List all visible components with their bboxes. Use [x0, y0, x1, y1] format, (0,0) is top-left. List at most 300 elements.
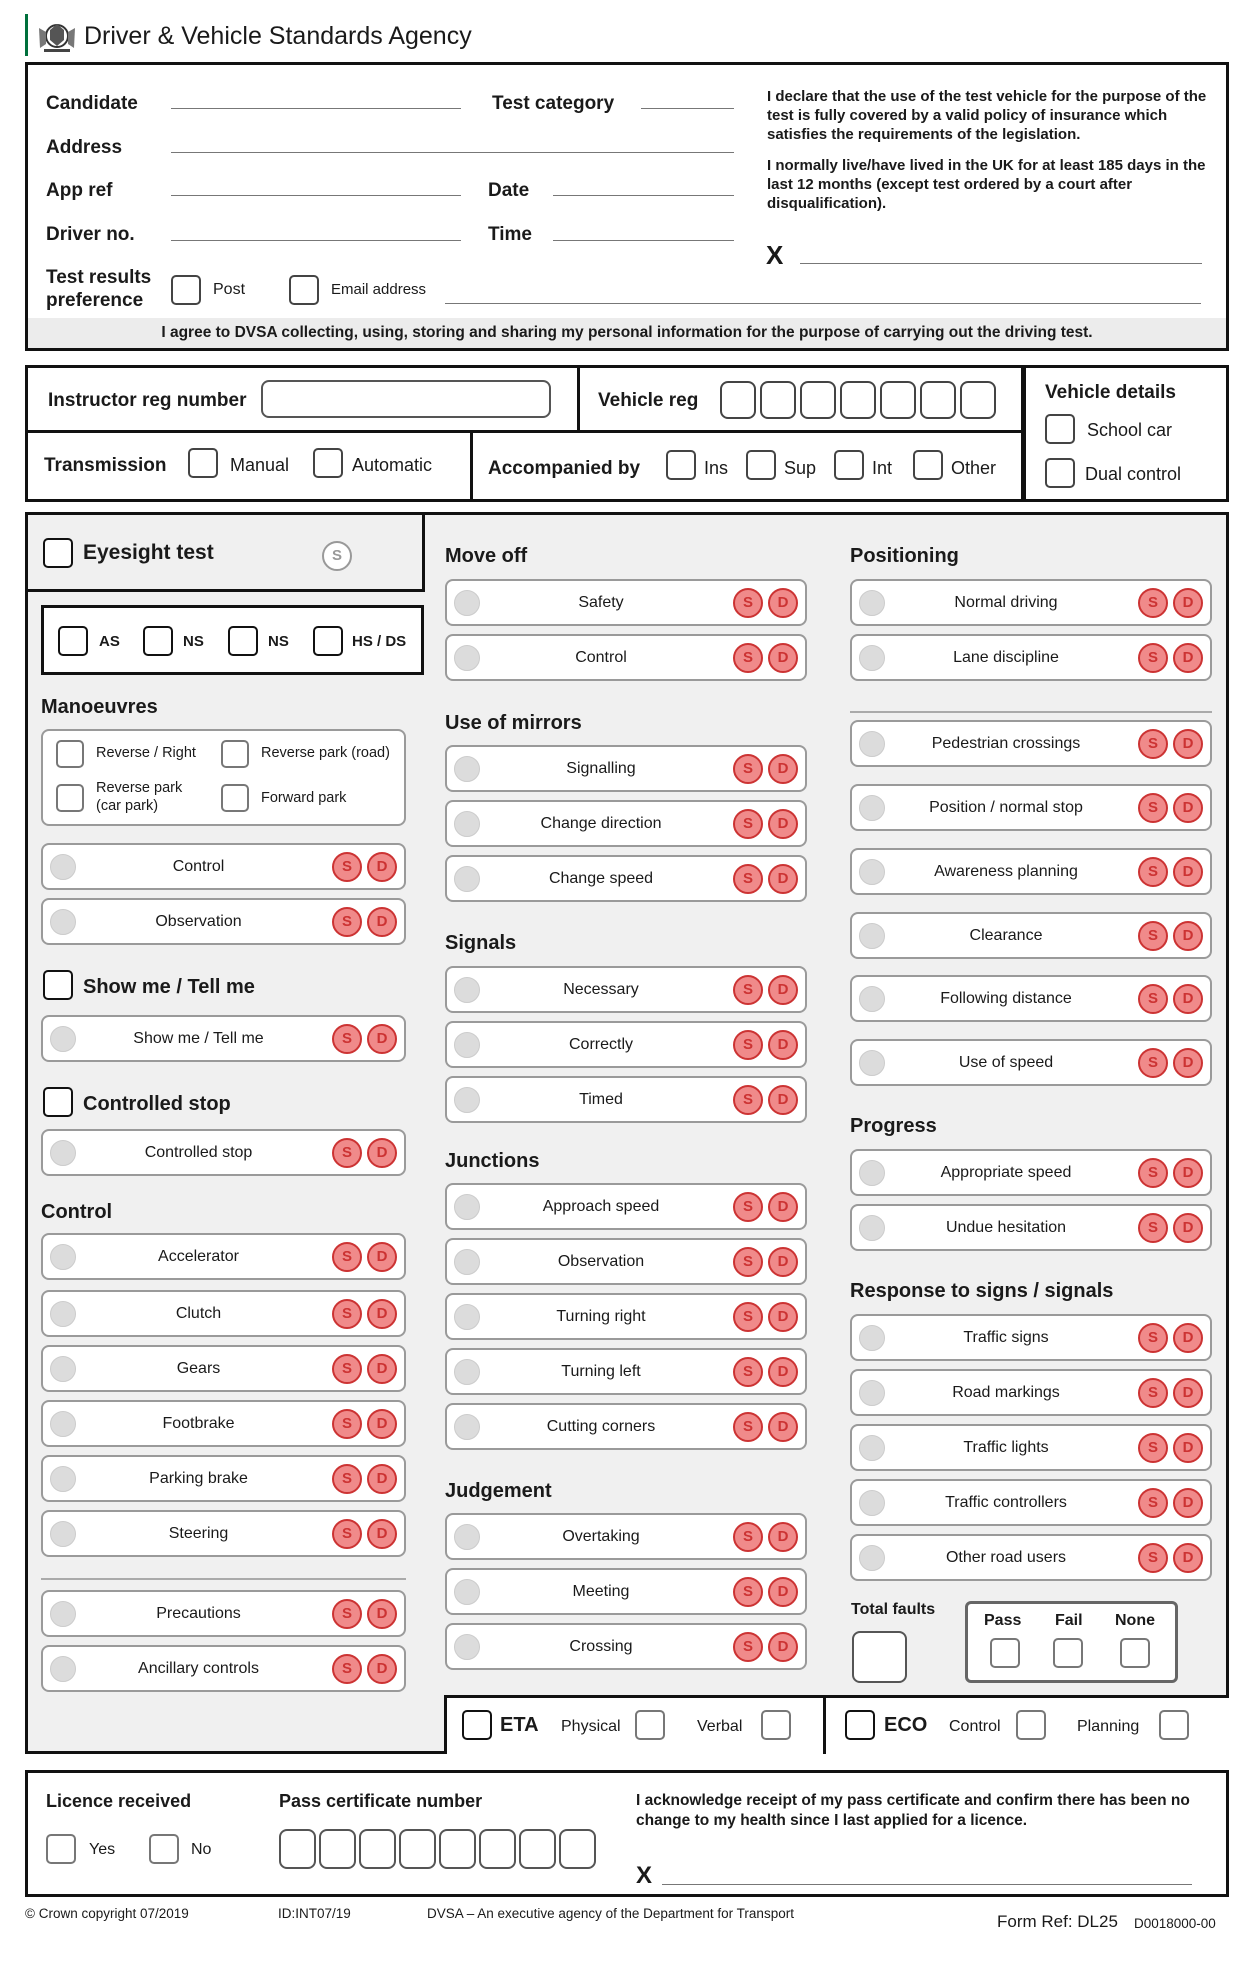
- fault-row: [41, 1455, 406, 1502]
- fault-row-label: Overtaking: [562, 1528, 640, 1545]
- fault-row: [41, 1400, 406, 1447]
- verbal-checkbox[interactable]: [761, 1710, 791, 1740]
- serious-fault-button[interactable]: S: [332, 1354, 362, 1384]
- fault-row-label: Change speed: [548, 870, 654, 887]
- fault-row-label: Control: [172, 858, 225, 875]
- fault-row: [850, 1424, 1212, 1471]
- dangerous-fault-button[interactable]: D: [1173, 1158, 1203, 1188]
- serious-fault-button[interactable]: S: [1138, 643, 1168, 673]
- ins-label: Ins: [704, 458, 729, 478]
- dangerous-fault-button[interactable]: D: [1173, 1048, 1203, 1078]
- serious-fault-button[interactable]: S: [733, 1357, 763, 1387]
- serious-fault-button[interactable]: S: [1138, 1433, 1168, 1463]
- accompanied-by-label: Accompanied by: [488, 458, 641, 479]
- fault-row-label: Road markings: [952, 1384, 1060, 1401]
- vehicle-divider-v1: [577, 368, 580, 432]
- serious-fault-button[interactable]: S: [1138, 857, 1168, 887]
- driver-no-label: Driver no.: [46, 224, 135, 245]
- fault-row-label: Show me / Tell me: [133, 1030, 264, 1047]
- fault-row: [445, 966, 807, 1013]
- dangerous-fault-button[interactable]: D: [768, 588, 798, 618]
- serious-fault-button[interactable]: S: [332, 1024, 362, 1054]
- fault-row: [445, 1183, 807, 1230]
- serious-fault-button[interactable]: S: [733, 1577, 763, 1607]
- fail-label: Fail: [1055, 1612, 1083, 1629]
- dangerous-fault-button[interactable]: D: [1173, 1433, 1203, 1463]
- licence-received-label: Licence received: [46, 1791, 192, 1811]
- fault-row: [41, 1590, 406, 1637]
- positioning-heading: Positioning: [850, 545, 959, 567]
- transmission-label: Transmission: [44, 455, 167, 476]
- fault-row-label: Traffic lights: [963, 1439, 1049, 1456]
- serious-fault-button[interactable]: S: [733, 864, 763, 894]
- fault-row: [850, 1369, 1212, 1416]
- pass-cert-char-7[interactable]: [519, 1829, 556, 1869]
- eyesight-label: Eyesight test: [83, 541, 214, 564]
- dangerous-fault-button[interactable]: D: [367, 1299, 397, 1329]
- dangerous-fault-button[interactable]: D: [367, 852, 397, 882]
- post-checkbox[interactable]: [171, 275, 201, 305]
- fault-row: [445, 1293, 807, 1340]
- dangerous-fault-button[interactable]: D: [768, 864, 798, 894]
- fault-row-label: Gears: [176, 1360, 221, 1377]
- serious-fault-button[interactable]: S: [733, 1030, 763, 1060]
- email-checkbox[interactable]: [289, 275, 319, 305]
- fault-row: [41, 1345, 406, 1392]
- reverse-park-car-label-1: Reverse park: [96, 780, 183, 796]
- serious-fault-button[interactable]: S: [733, 588, 763, 618]
- address-field[interactable]: [171, 152, 734, 153]
- vehicle-reg-char-1[interactable]: [720, 381, 756, 419]
- sup-checkbox[interactable]: [746, 450, 776, 480]
- reverse-right-label: Reverse / Right: [96, 745, 196, 761]
- fault-row: [41, 1645, 406, 1692]
- eco-control-checkbox[interactable]: [1016, 1710, 1046, 1740]
- sup-label: Sup: [784, 458, 817, 478]
- fault-row-label: Controlled stop: [144, 1144, 253, 1161]
- eco-checkbox[interactable]: [845, 1710, 875, 1740]
- no-checkbox[interactable]: [149, 1834, 179, 1864]
- fault-row: [445, 800, 807, 847]
- hsds-checkbox[interactable]: [313, 626, 343, 656]
- serious-fault-button[interactable]: S: [1138, 984, 1168, 1014]
- fault-row-label: Traffic controllers: [945, 1494, 1067, 1511]
- fault-row: [850, 912, 1212, 959]
- fault-row-label: Traffic signs: [963, 1329, 1049, 1346]
- eta-label: ETA: [500, 1714, 539, 1736]
- other-label: Other: [951, 458, 997, 478]
- total-faults-box[interactable]: [852, 1631, 907, 1683]
- fault-row: [445, 579, 807, 626]
- dangerous-fault-button[interactable]: D: [1173, 857, 1203, 887]
- form-id: ID:INT07/19: [278, 1906, 351, 1921]
- fault-row-label: Normal driving: [954, 594, 1058, 611]
- fault-row-label: Following distance: [940, 990, 1072, 1007]
- date-label: Date: [488, 180, 530, 201]
- serious-fault-button[interactable]: S: [733, 1522, 763, 1552]
- dangerous-fault-button[interactable]: D: [367, 1354, 397, 1384]
- fault-row: [41, 1129, 406, 1176]
- verbal-label: Verbal: [697, 1718, 743, 1735]
- eta-checkbox[interactable]: [462, 1710, 492, 1740]
- agency-name: Driver & Vehicle Standards Agency: [84, 22, 472, 50]
- yes-checkbox[interactable]: [46, 1834, 76, 1864]
- move-off-heading: Move off: [445, 545, 528, 567]
- signature-x: X: [766, 240, 784, 270]
- copyright: © Crown copyright 07/2019: [25, 1906, 189, 1921]
- fault-row-label: Ancillary controls: [138, 1660, 259, 1677]
- reverse-park-road-checkbox[interactable]: [221, 740, 249, 768]
- mirrors-heading: Use of mirrors: [445, 712, 582, 734]
- pass-cert-label: Pass certificate number: [279, 1791, 483, 1811]
- fault-row-label: Other road users: [945, 1549, 1067, 1566]
- dangerous-fault-button[interactable]: D: [1173, 643, 1203, 673]
- reverse-right-checkbox[interactable]: [56, 740, 84, 768]
- vehicle-divider-h: [28, 430, 1023, 433]
- fault-row-label: Cutting corners: [546, 1418, 656, 1435]
- email-field[interactable]: [445, 303, 1201, 304]
- eco-control-label: Control: [949, 1718, 1001, 1735]
- serious-fault-button[interactable]: S: [332, 1138, 362, 1168]
- fault-row-label: Change direction: [540, 815, 662, 832]
- other-checkbox[interactable]: [913, 450, 943, 480]
- serious-fault-button[interactable]: S: [1138, 588, 1168, 618]
- serious-fault-button[interactable]: S: [733, 1302, 763, 1332]
- none-label: None: [1115, 1612, 1155, 1629]
- fault-row-label: Precautions: [156, 1605, 241, 1622]
- serious-fault-button[interactable]: S: [332, 907, 362, 937]
- ns-checkbox-1[interactable]: [143, 626, 173, 656]
- time-label: Time: [488, 224, 533, 245]
- forward-park-checkbox[interactable]: [221, 784, 249, 812]
- fault-row: [445, 1403, 807, 1450]
- driver-no-field[interactable]: [171, 240, 461, 241]
- response-heading: Response to signs / signals: [850, 1280, 1114, 1302]
- signals-heading: Signals: [445, 932, 517, 954]
- planning-label: Planning: [1077, 1718, 1140, 1735]
- hsds-label: HS / DS: [352, 633, 407, 650]
- fault-row: [445, 1623, 807, 1670]
- progress-heading: Progress: [850, 1115, 937, 1137]
- fault-row-label: Steering: [168, 1525, 229, 1542]
- int-checkbox[interactable]: [834, 450, 864, 480]
- ns-label-2: NS: [268, 633, 289, 650]
- fault-row: [41, 1510, 406, 1557]
- none-checkbox[interactable]: [1120, 1638, 1150, 1668]
- ins-checkbox[interactable]: [666, 450, 696, 480]
- fault-row-label: Use of speed: [958, 1054, 1054, 1071]
- fault-row-label: Safety: [578, 594, 624, 611]
- as-label: AS: [99, 633, 120, 650]
- fault-row-label: Awareness planning: [934, 863, 1078, 880]
- fault-row-label: Lane discipline: [953, 649, 1059, 666]
- vehicle-divider-v2: [470, 432, 473, 499]
- dangerous-fault-button[interactable]: D: [768, 1357, 798, 1387]
- eyesight-checkbox[interactable]: [43, 538, 73, 568]
- pass-cert-char-3[interactable]: [359, 1829, 396, 1869]
- automatic-checkbox[interactable]: [313, 448, 343, 478]
- as-checkbox[interactable]: [58, 626, 88, 656]
- eyesight-s-button[interactable]: S: [322, 541, 352, 571]
- serious-fault-button[interactable]: S: [733, 1085, 763, 1115]
- dangerous-fault-button[interactable]: D: [768, 643, 798, 673]
- dangerous-fault-button[interactable]: D: [1173, 1323, 1203, 1353]
- manoeuvres-heading: Manoeuvres: [41, 696, 158, 718]
- manual-label: Manual: [230, 455, 290, 475]
- fault-row-label: Observation: [557, 1253, 645, 1270]
- pass-cert-char-6[interactable]: [479, 1829, 516, 1869]
- dangerous-fault-button[interactable]: D: [768, 1412, 798, 1442]
- dangerous-fault-button[interactable]: D: [768, 1577, 798, 1607]
- fault-row-label: Footbrake: [162, 1415, 235, 1432]
- serious-fault-button[interactable]: S: [1138, 1158, 1168, 1188]
- fault-row: [445, 1513, 807, 1560]
- form-ref: Form Ref: DL25: [997, 1912, 1118, 1931]
- dangerous-fault-button[interactable]: D: [768, 1247, 798, 1277]
- fault-row: [445, 1238, 807, 1285]
- fault-row-label: Correctly: [568, 1036, 633, 1053]
- declaration-1: I declare that the use of the test vehicle for the purpose of the test is fully covered by a valid policy of insurance which satisfies the requirements of the legislation.: [767, 88, 1207, 143]
- vehicle-reg-char-2[interactable]: [760, 381, 796, 419]
- ns-checkbox-2[interactable]: [228, 626, 258, 656]
- serious-fault-button[interactable]: S: [332, 1519, 362, 1549]
- control-divider: [41, 1578, 406, 1580]
- total-faults-label: Total faults: [851, 1601, 936, 1618]
- dangerous-fault-button[interactable]: D: [1173, 729, 1203, 759]
- consent-text: I agree to DVSA collecting, using, storing and sharing my personal information for the purpose of carrying out the driving test.: [161, 324, 1093, 341]
- dangerous-fault-button[interactable]: D: [768, 809, 798, 839]
- dangerous-fault-button[interactable]: D: [367, 1138, 397, 1168]
- crest-icon: [36, 18, 78, 54]
- test-category-field[interactable]: [641, 108, 734, 109]
- yes-label: Yes: [89, 1841, 116, 1858]
- pass-cert-char-1[interactable]: [279, 1829, 316, 1869]
- serious-fault-button[interactable]: S: [1138, 1378, 1168, 1408]
- vehicle-reg-char-4[interactable]: [840, 381, 876, 419]
- licence-section: [25, 1770, 1229, 1897]
- fault-row: [850, 1149, 1212, 1196]
- reverse-park-car-checkbox[interactable]: [56, 784, 84, 812]
- ns-label-1: NS: [183, 633, 204, 650]
- form-code: D0018000-00: [1134, 1916, 1216, 1931]
- declaration-2: I normally live/have lived in the UK for at least 185 days in the last 12 months (except test ordered by a court after disqualification).: [767, 157, 1206, 212]
- serious-fault-button[interactable]: S: [733, 809, 763, 839]
- school-car-label: School car: [1087, 420, 1173, 440]
- show-me-heading: Show me / Tell me: [83, 976, 255, 998]
- junctions-heading: Junctions: [445, 1150, 540, 1172]
- serious-fault-button[interactable]: S: [332, 1242, 362, 1272]
- controlled-stop-heading: Controlled stop: [83, 1093, 231, 1115]
- test-category-label: Test category: [492, 93, 615, 114]
- vehicle-details-label: Vehicle details: [1045, 382, 1176, 403]
- dangerous-fault-button[interactable]: D: [768, 1085, 798, 1115]
- fault-row-label: Clearance: [969, 927, 1043, 944]
- controlled-stop-checkbox[interactable]: [43, 1087, 73, 1117]
- serious-fault-button[interactable]: S: [1138, 1323, 1168, 1353]
- app-ref-field[interactable]: [171, 195, 461, 196]
- app-ref-label: App ref: [46, 180, 113, 201]
- fail-checkbox[interactable]: [1053, 1638, 1083, 1668]
- fault-row-label: Approach speed: [542, 1198, 660, 1215]
- eco-label: ECO: [884, 1714, 928, 1736]
- serious-fault-button[interactable]: S: [1138, 729, 1168, 759]
- serious-fault-button[interactable]: S: [332, 1409, 362, 1439]
- serious-fault-button[interactable]: S: [1138, 1543, 1168, 1573]
- fault-row-label: Control: [575, 649, 627, 666]
- dangerous-fault-button[interactable]: D: [768, 1192, 798, 1222]
- fault-row-label: Observation: [155, 913, 242, 930]
- candidate-field[interactable]: [171, 108, 461, 109]
- dangerous-fault-button[interactable]: D: [367, 1519, 397, 1549]
- forward-park-label: Forward park: [261, 790, 347, 806]
- pass-cert-char-8[interactable]: [559, 1829, 596, 1869]
- test-results-label-1: Test results: [46, 267, 152, 288]
- vehicle-reg-char-7[interactable]: [960, 381, 996, 419]
- fault-row: [41, 898, 406, 945]
- planning-checkbox[interactable]: [1159, 1710, 1189, 1740]
- time-field[interactable]: [553, 240, 734, 241]
- candidate-label: Candidate: [46, 93, 138, 114]
- dangerous-fault-button[interactable]: D: [367, 1654, 397, 1684]
- fault-row: [850, 784, 1212, 831]
- fault-row: [850, 720, 1212, 767]
- fault-row-label: Accelerator: [158, 1248, 239, 1265]
- vehicle-reg-char-6[interactable]: [920, 381, 956, 419]
- fault-row: [41, 843, 406, 890]
- control-heading: Control: [41, 1201, 113, 1223]
- fault-row: [445, 1076, 807, 1123]
- dangerous-fault-button[interactable]: D: [1173, 1543, 1203, 1573]
- pass-cert-char-2[interactable]: [319, 1829, 356, 1869]
- dangerous-fault-button[interactable]: D: [367, 1599, 397, 1629]
- instructor-reg-label: Instructor reg number: [48, 390, 247, 411]
- serious-fault-button[interactable]: S: [1138, 1488, 1168, 1518]
- serious-fault-button[interactable]: S: [332, 1654, 362, 1684]
- int-label: Int: [872, 458, 893, 478]
- fault-row: [445, 634, 807, 681]
- automatic-label: Automatic: [352, 455, 433, 475]
- fault-row-label: Clutch: [175, 1305, 222, 1322]
- post-label: Post: [213, 281, 246, 298]
- positioning-divider: [850, 711, 1212, 713]
- fault-row-label: Pedestrian crossings: [931, 735, 1081, 752]
- fault-row-label: Position / normal stop: [929, 799, 1083, 816]
- serious-fault-button[interactable]: S: [733, 1632, 763, 1662]
- dangerous-fault-button[interactable]: D: [367, 907, 397, 937]
- dangerous-fault-button[interactable]: D: [1173, 793, 1203, 823]
- serious-fault-button[interactable]: S: [1138, 1048, 1168, 1078]
- serious-fault-button[interactable]: S: [332, 1464, 362, 1494]
- fault-row-label: Meeting: [572, 1583, 630, 1600]
- fault-row: [445, 1021, 807, 1068]
- fault-row-label: Timed: [579, 1091, 623, 1108]
- dangerous-fault-button[interactable]: D: [768, 754, 798, 784]
- dangerous-fault-button[interactable]: D: [1173, 1378, 1203, 1408]
- fault-row: [445, 1348, 807, 1395]
- fault-row-label: Crossing: [569, 1638, 633, 1655]
- address-label: Address: [46, 137, 123, 158]
- dangerous-fault-button[interactable]: D: [367, 1024, 397, 1054]
- dangerous-fault-button[interactable]: D: [768, 1030, 798, 1060]
- judgement-heading: Judgement: [445, 1480, 552, 1502]
- dual-control-checkbox[interactable]: [1045, 458, 1075, 488]
- signature-line[interactable]: [800, 263, 1202, 264]
- dangerous-fault-button[interactable]: D: [1173, 1213, 1203, 1243]
- date-field[interactable]: [553, 195, 734, 196]
- serious-fault-button[interactable]: S: [1138, 793, 1168, 823]
- pass-cert-char-4[interactable]: [399, 1829, 436, 1869]
- dangerous-fault-button[interactable]: D: [1173, 588, 1203, 618]
- receipt-signature-x: X: [636, 1862, 653, 1889]
- serious-fault-button[interactable]: S: [332, 1599, 362, 1629]
- physical-label: Physical: [561, 1718, 621, 1735]
- serious-fault-button[interactable]: S: [733, 643, 763, 673]
- fault-row: [850, 975, 1212, 1022]
- vehicle-reg-char-3[interactable]: [800, 381, 836, 419]
- dangerous-fault-button[interactable]: D: [1173, 984, 1203, 1014]
- school-car-checkbox[interactable]: [1045, 414, 1075, 444]
- fault-row: [850, 579, 1212, 626]
- fault-row: [850, 1314, 1212, 1361]
- dangerous-fault-button[interactable]: D: [1173, 1488, 1203, 1518]
- dangerous-fault-button[interactable]: D: [367, 1409, 397, 1439]
- fault-row: [850, 1479, 1212, 1526]
- receipt-signature-line[interactable]: [662, 1884, 1192, 1885]
- fault-row: [445, 1568, 807, 1615]
- dangerous-fault-button[interactable]: D: [367, 1242, 397, 1272]
- header-accent-bar: [25, 14, 28, 56]
- serious-fault-button[interactable]: S: [332, 1299, 362, 1329]
- show-me-checkbox[interactable]: [43, 970, 73, 1000]
- dangerous-fault-button[interactable]: D: [768, 1632, 798, 1662]
- physical-checkbox[interactable]: [635, 1710, 665, 1740]
- fault-row: [850, 848, 1212, 895]
- serious-fault-button[interactable]: S: [332, 852, 362, 882]
- serious-fault-button[interactable]: S: [733, 1192, 763, 1222]
- fault-row: [850, 1039, 1212, 1086]
- dangerous-fault-button[interactable]: D: [768, 1302, 798, 1332]
- pass-checkbox[interactable]: [990, 1638, 1020, 1668]
- dangerous-fault-button[interactable]: D: [367, 1464, 397, 1494]
- serious-fault-button[interactable]: S: [1138, 921, 1168, 951]
- fault-row: [41, 1290, 406, 1337]
- vehicle-reg-label: Vehicle reg: [598, 390, 699, 411]
- serious-fault-button[interactable]: S: [733, 1412, 763, 1442]
- serious-fault-button[interactable]: S: [733, 1247, 763, 1277]
- reverse-park-road-label: Reverse park (road): [261, 745, 390, 761]
- dangerous-fault-button[interactable]: D: [768, 975, 798, 1005]
- fault-row: [41, 1233, 406, 1280]
- serious-fault-button[interactable]: S: [733, 975, 763, 1005]
- dangerous-fault-button[interactable]: D: [768, 1522, 798, 1552]
- dvsa-text: DVSA – An executive agency of the Department for Transport: [427, 1906, 794, 1921]
- dangerous-fault-button[interactable]: D: [1173, 921, 1203, 951]
- dual-control-label: Dual control: [1085, 464, 1182, 484]
- vehicle-reg-char-5[interactable]: [880, 381, 916, 419]
- fault-row-label: Necessary: [563, 981, 639, 998]
- test-results-label-2: preference: [46, 290, 144, 311]
- fault-row-label: Turning right: [556, 1308, 646, 1325]
- fault-row: [850, 1534, 1212, 1581]
- no-label: No: [191, 1841, 212, 1858]
- instructor-reg-input[interactable]: [261, 380, 551, 418]
- pass-cert-char-5[interactable]: [439, 1829, 476, 1869]
- serious-fault-button[interactable]: S: [733, 754, 763, 784]
- fault-row: [445, 855, 807, 902]
- fault-row-label: Turning left: [561, 1363, 641, 1380]
- serious-fault-button[interactable]: S: [1138, 1213, 1168, 1243]
- manual-checkbox[interactable]: [188, 448, 218, 478]
